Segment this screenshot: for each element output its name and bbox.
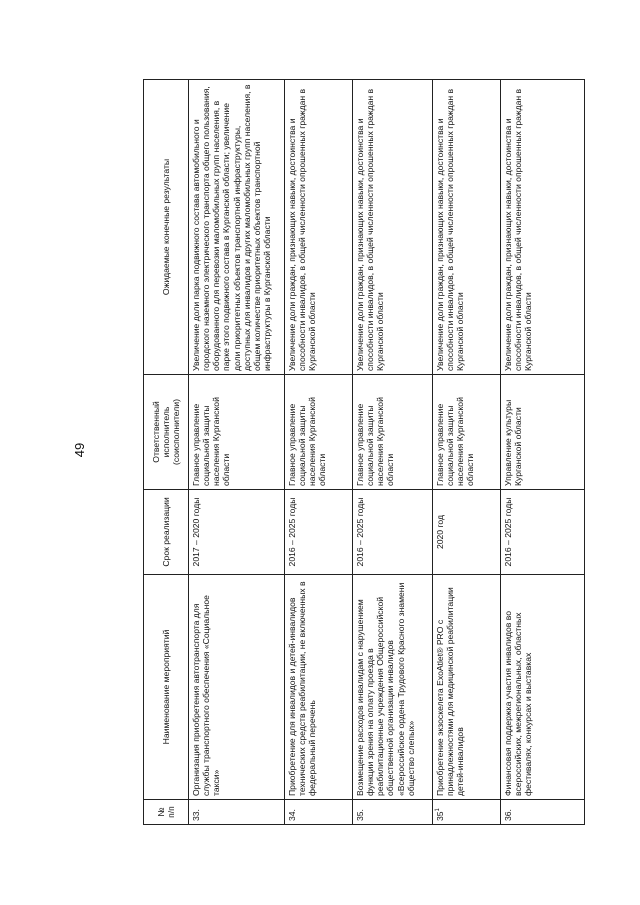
row-num: 34. xyxy=(285,800,353,825)
row-result: Увеличение доли граждан, признающих навыки, достоинства и способности инвалидов, в общей численности опрошенных граждан в Курганской области xyxy=(353,80,433,375)
row-name: Возмещение расходов инвалидам с нарушением функции зрения на оплату проезда в реабилитационные учреждения Общероссийской общественной организации инвалидов «Всероссийское ордена Трудового Красного знамени общество слепых» xyxy=(353,575,433,800)
row-num: 33. xyxy=(189,800,285,825)
row-executor: Главное управление социальной защиты населения Курганской области xyxy=(285,375,353,490)
row-result: Увеличение доли граждан, признающих навыки, достоинства и способности инвалидов, в общей численности опрошенных граждан в Курганской области xyxy=(433,80,501,375)
row-period: 2016 – 2025 годы xyxy=(285,490,353,575)
table-row xyxy=(433,80,501,825)
row-period: 2020 год xyxy=(433,490,501,575)
row-name: Финансовая поддержка участия инвалидов во всероссийских, межрегиональных, областных фестивалях, конкурсах и выставках xyxy=(501,575,585,800)
header-name: Наименование мероприятий xyxy=(144,575,189,800)
row-period: 2016 – 2025 годы xyxy=(501,490,585,575)
table-header-row xyxy=(144,80,189,825)
row-num: 36. xyxy=(501,800,585,825)
table-row xyxy=(189,80,285,825)
rotated-table-container xyxy=(143,80,581,825)
page-number: 49 xyxy=(72,442,87,458)
row-executor: Управление культуры Курганской области xyxy=(501,375,585,490)
row-period: 2016 – 2025 годы xyxy=(353,490,433,575)
row-num-value: 35 xyxy=(435,811,445,821)
row-executor: Главное управление социальной защиты населения Курганской области xyxy=(433,375,501,490)
header-result: Ожидаемые конечные результаты xyxy=(144,80,189,375)
table-row xyxy=(353,80,433,825)
row-name: Приобретение для инвалидов и детей-инвалидов технических средств реабилитации, не включенных в федеральный перечень xyxy=(285,575,353,800)
row-name: Организация приобретения автотранспорта для службы транспортного обеспечения «Социальное такси» xyxy=(189,575,285,800)
row-name: Приобретение экзоскелета ExoAtlet® PRO с принадлежностями для медицинской реабилитации детей-инвалидов xyxy=(433,575,501,800)
row-executor: Главное управление социальной защиты населения Курганской области xyxy=(189,375,285,490)
header-executor: Ответственный исполнитель (соисполнители) xyxy=(144,375,189,490)
header-num: № п/п xyxy=(144,800,189,825)
table-row xyxy=(501,80,585,825)
measures-table xyxy=(143,79,585,825)
table-row xyxy=(285,80,353,825)
header-period: Срок реализации xyxy=(144,490,189,575)
row-result: Увеличение доли граждан, признающих навыки, достоинства и способности инвалидов, в общей численности опрошенных граждан в Курганской области xyxy=(501,80,585,375)
row-executor: Главное управление социальной защиты населения Курганской области xyxy=(353,375,433,490)
row-num: 35. xyxy=(353,800,433,825)
row-num-superscript: 1 xyxy=(435,808,442,812)
row-result: Увеличение доли парка подвижного состава автомобильного и городского наземного электрического транспорта общего пользования, оборудованного для перевозки маломобильных групп населения, в парке этого подвижного состава в Курганской области; увеличение доли приоритетных объектов транспортной инфраструктуры, доступных для инвалидов и других маломобильных групп населения, в общем количестве приоритетных объектов транспортной инфраструктуры в Курганской области xyxy=(189,80,285,375)
row-period: 2017 – 2020 годы xyxy=(189,490,285,575)
row-result: Увеличение доли граждан, признающих навыки, достоинства и способности инвалидов, в общей численности опрошенных граждан в Курганской области xyxy=(285,80,353,375)
row-num xyxy=(433,800,501,825)
